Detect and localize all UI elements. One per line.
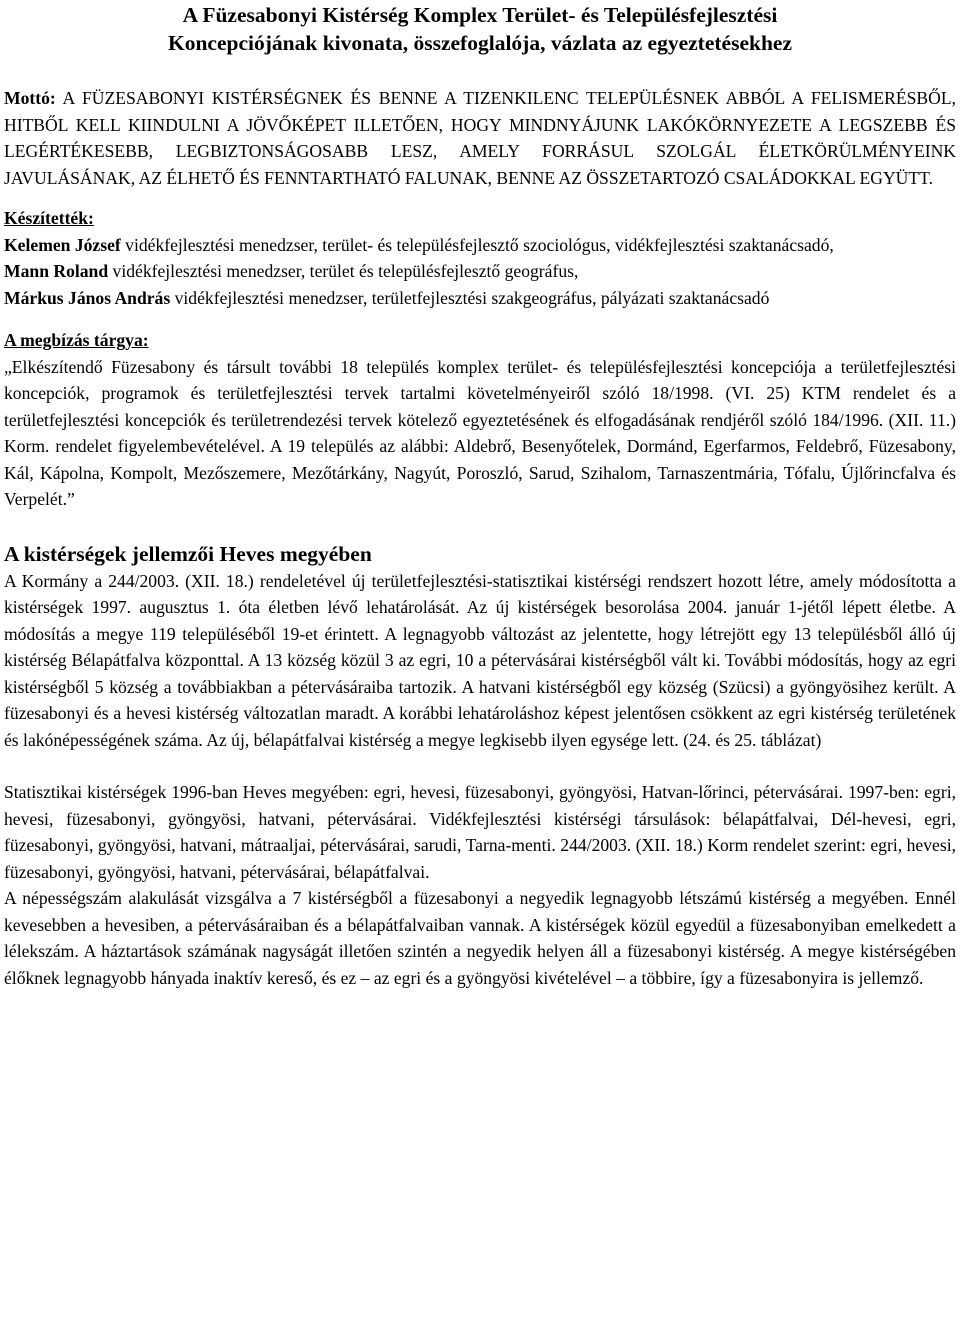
authors-heading: Készítették: [4, 208, 94, 228]
author-role: vidékfejlesztési menedzser, terület és településfejlesztő geográfus, [108, 261, 579, 281]
author-name: Márkus János András [4, 287, 171, 308]
paragraph-3: A népességszám alakulását vizsgálva a 7 kistérségből a füzesabonyi a negyedik legnagyobb létszámú kistérség a megyében. Ennél kevesebben a hevesiben, a pétervásáraiban és a bélapátfalvaiban vannak. A kistérségek közül egyedül a füzesabonyiban emelkedett a lélekszám. A háztartások számának nagyságát illetően szintén a negyedik helyen áll a füzesabonyi kistérség. A megye kistérségében élőknek legnagyobb hányada inaktív kereső, és ez – az egri és a gyöngyösi kivételével – a többire, így a füzesabonyira is jellemző. [4, 888, 956, 988]
document-page [0, 1, 960, 991]
author-name: Kelemen József [4, 234, 121, 255]
author-entry-2 [4, 258, 956, 285]
title-line-1: A Füzesabonyi Kistérség Komplex Terület- és Településfejlesztési [182, 3, 778, 27]
author-entry-3 [4, 285, 956, 312]
section-heading: A kistérségek jellemzői Heves megyében [4, 541, 372, 566]
author-name: Mann Roland [4, 261, 109, 281]
motto-text: A FÜZESABONYI KISTÉRSÉGNEK ÉS BENNE A TIZENKILENC TELEPÜLÉSNEK ABBÓL A FELISMERÉSBŐL, HITBŐL KELL KIINDULNI A JÖVŐKÉPET ILLETŐEN, HOGY MINDNYÁJUNK LAKÓKÖRNYEZETE A LEGSZEBB ÉS LEGÉRTÉKESEBB, LEGBIZTONSÁGOSABB LESZ, AMELY FORRÁSUL SZOLGÁL ÉLETKÖRÜLMÉNYEINK JAVULÁSÁNAK, AZ ÉLHETŐ ÉS FENNTARTHATÓ FALUNAK, BENNE AZ ÖSSZETARTOZÓ CSALÁDOKKAL EGYÜTT. [4, 88, 956, 188]
author-role: vidékfejlesztési menedzser, terület- és településfejlesztő szociológus, vidékfejlesztési szaktanácsadó, [120, 234, 834, 255]
author-role: vidékfejlesztési menedzser, területfejlesztési szakgeográfus, pályázati szaktanácsadó [170, 287, 770, 308]
assignment-text: „Elkészítendő Füzesabony és társult további 18 település komplex terület- és településfejlesztési koncepciója a területfejlesztési koncepciók, programok és területfejlesztési tervek tartalmi követelményeiről szóló 18/1998. (VI. 25) KTM rendelet és a területfejlesztési koncepciók és területrendezési tervek kötelező egyeztetésének és elfogadásának rendjéről szóló 184/1996. (XII. 11.) Korm. rendelet figyelembevételével. A 19 település az alábbi: Aldebrő, Besenyőtelek, Dormánd, Egerfarmos, Feldebrő, Füzesabony, Kál, Kápolna, Kompolt, Mezőszemere, Mezőtárkány, Nagyút, Poroszló, Sarud, Szihalom, Tarnaszentmária, Tófalu, Újlőrincfalva és Verpelét.” [4, 356, 956, 509]
motto-paragraph [4, 85, 956, 191]
paragraph-1: A Kormány a 244/2003. (XII. 18.) rendeletével új területfejlesztési-statisztikai kistérségi rendszert hozott létre, amely módosította a kistérségek 1997. augusztus 1. óta életben lévő lehatárolását. Az új kistérségek besorolása 2004. január 1-jétől lépett életbe. A módosítás a megye 119 településéből 19-et érintett. A legnagyobb változást az jelentette, hogy létrejött egy 13 településből álló új kistérség Bélapátfalva központtal. A 13 község közül 3 az egri, 10 a pétervásárai kistérségből vált ki. További módosítás, hogy az egri kistérségből 5 község a továbbiakban a pétervásáraiba tartozik. A hatvani kistérségből egy község (Szücsi) a gyöngyösihez került. A füzesabonyi és a hevesi kistérség változatlan maradt. A korábbi lehatároláshoz képest jelentősen csökkent az egri kistérség területének és lakónépességének száma. Az új, bélapátfalvai kistérség a megye legkisebb ilyen egysége lett. (24. és 25. táblázat) [4, 570, 956, 750]
assignment-heading: A megbízás tárgya: [4, 330, 149, 350]
title-line-2: Koncepciójának kivonata, összefoglalója, vázlata az egyeztetésekhez [168, 31, 792, 55]
document-title [4, 1, 956, 57]
paragraph-2: Statisztikai kistérségek 1996-ban Heves megyében: egri, hevesi, füzesabonyi, gyöngyösi, Hatvan-lőrinci, pétervásárai. 1997-ben: egri, hevesi, füzesabonyi, gyöngyösi, hatvani, pétervásárai. Vidékfejlesztési kistérségi társulások: bélapátfalvai, Dél-hevesi, egri, füzesabonyi, gyöngyösi, hatvani, mátraaljai, pétervásárai, sarudi, Tarna-menti. 244/2003. (XII. 18.) Korm rendelet szerint: egri, hevesi, füzesabonyi, gyöngyösi, hatvani, pétervásárai, bélapátfalvai. [4, 782, 956, 882]
author-entry-1 [4, 232, 956, 259]
motto-label: Mottó: [4, 88, 56, 108]
